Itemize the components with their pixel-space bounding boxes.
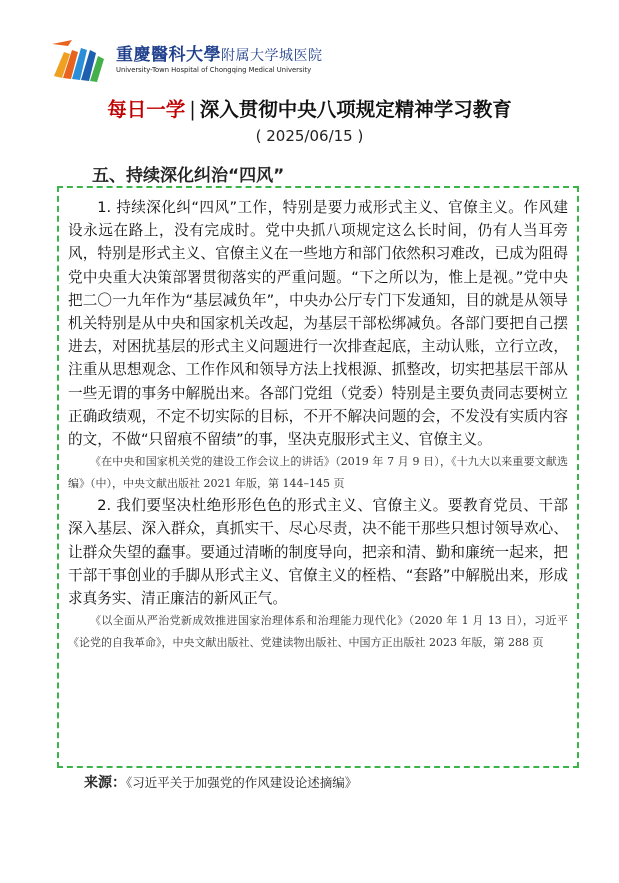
hospital-name-sub: 附属大学城医院 — [221, 48, 323, 64]
content-box — [57, 186, 579, 768]
section-heading: 五、持续深化纠治“四风” — [92, 166, 285, 186]
page-title — [0, 94, 619, 122]
paragraph-1: 1. 持续深化纠“四风”工作，特别是要力戒形式主义、官僚主义。作风建设永远在路上，没有完成时。党中央抓八项规定这么长时间，仍有人当耳旁风，特别是形式主义、官僚主义在一些地方和部门依然积习难改，已成为阻碍党中央重大决策部署贯彻落实的严重问题。“下之所以为，惟上是视。”党中央把二〇一九年作为“基层减负年”，中央办公厅专门下发通知，目的就是从领导机关特别是从中央和国家机关改起，为基层干部松绑减负。各部门要把自己摆进去，对困扰基层的形式主义问题进行一次排查起底，主动认账，立行立改，注重从思想观念、工作作风和领导方法上找根源、抓整改，切实把基层干部从一些无谓的事务中解脱出来。各部门党组（党委）特别是主要负责同志要树立正确政绩观，不定不切实际的目标，不开不解决问题的会，不发没有实质内容的文，不做“只留痕不留绩”的事，坚决克服形式主义、官僚主义。 — [68, 199, 568, 449]
source-line — [84, 772, 357, 792]
content-body — [68, 196, 568, 653]
title-main: 深入贯彻中央八项规定精神学习教育 — [199, 98, 512, 121]
publish-date: ( 2025/06/15 ) — [255, 127, 364, 145]
title-prefix: 每日一学 — [107, 98, 186, 121]
paragraph-2: 2. 我们要坚决杜绝形形色色的形式主义、官僚主义。要教育党员、干部深入基层、深入群众，真抓实干、尽心尽责，决不能干那些只想讨领导欢心、让群众失望的蠢事。要通过清晰的制度导向，把亲和清、勤和廉统一起来，把干部干事创业的手脚从形式主义、官僚主义的桎梏、“套路”中解脱出来，形成求真务实、清正廉洁的新风正气。 — [68, 497, 568, 608]
title-separator: | — [189, 98, 196, 121]
hospital-name-cn — [116, 40, 323, 65]
hospital-name-main: 重慶醫科大學 — [116, 45, 221, 65]
citation-2: 《以全面从严治党新成效推进国家治理体系和治理能力现代化》（2020 年 1 月 13 日），习近平《论党的自我革命》，中央文献出版社、党建读物出版社、中国方正出版社 2023 年版，第 288 页 — [68, 614, 568, 649]
source-value: 《习近平关于加强党的作风建设论述摘编》 — [126, 775, 358, 790]
hospital-name-en: University-Town Hospital of Chongqing Medical University — [116, 66, 312, 74]
citation-1: 《在中央和国家机关党的建设工作会议上的讲话》（2019 年 7 月 9 日），《十九大以来重要文献选编》（中），中央文献出版社 2021 年版，第 144–145 页 — [68, 455, 568, 490]
source-label: 来源： — [84, 775, 126, 791]
hospital-logo-icon — [50, 36, 112, 84]
hospital-header — [50, 36, 350, 88]
